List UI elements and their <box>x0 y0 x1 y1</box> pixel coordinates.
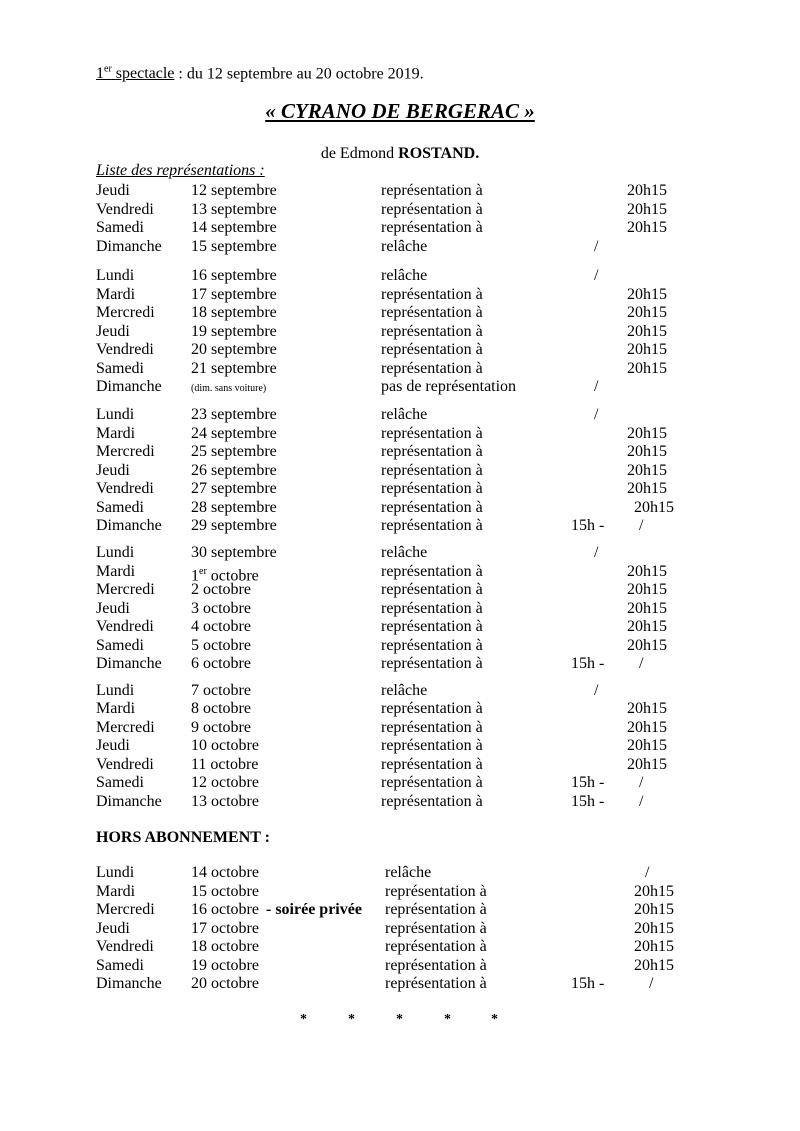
activity-cell: relâche <box>381 267 428 284</box>
day-cell: Dimanche <box>96 655 162 672</box>
day-cell: Dimanche <box>96 378 162 395</box>
evening-time: / <box>639 793 644 810</box>
day-cell: Mercredi <box>96 443 155 460</box>
table-row <box>0 974 800 993</box>
day-cell: Jeudi <box>96 600 130 617</box>
evening-time: 20h15 <box>627 425 667 442</box>
evening-time: 20h15 <box>627 182 667 199</box>
evening-time: 20h15 <box>627 360 667 377</box>
day-cell: Jeudi <box>96 462 130 479</box>
activity-cell: représentation à <box>381 774 483 791</box>
day-cell: Samedi <box>96 360 144 377</box>
evening-time: / <box>639 655 644 672</box>
evening-time: 20h15 <box>627 323 667 340</box>
date-cell: 19 septembre <box>191 323 277 340</box>
table-row <box>0 956 800 975</box>
activity-cell: représentation à <box>381 793 483 810</box>
star-mark: * <box>491 1012 498 1027</box>
day-cell: Dimanche <box>96 793 162 810</box>
author-prefix: de Edmond <box>320 145 399 162</box>
table-row <box>0 322 800 341</box>
activity-cell: représentation à <box>381 480 483 497</box>
note-cell: - soirée privée <box>266 901 362 918</box>
author-line <box>0 145 800 163</box>
table-row <box>0 285 800 304</box>
date-cell: 15 octobre <box>191 883 259 900</box>
activity-cell: pas de représentation <box>381 378 517 395</box>
day-cell: Jeudi <box>96 323 130 340</box>
star-mark: * <box>396 1012 403 1027</box>
date-cell: 12 septembre <box>191 182 277 199</box>
date-cell: 11 octobre <box>191 756 259 773</box>
activity-cell: représentation à <box>381 600 483 617</box>
table-row <box>0 654 800 673</box>
activity-cell: représentation à <box>381 756 483 773</box>
table-row <box>0 792 800 811</box>
evening-time: 20h15 <box>634 883 674 900</box>
table-row <box>0 937 800 956</box>
day-cell: Jeudi <box>96 737 130 754</box>
table-row <box>0 303 800 322</box>
day-cell: Mercredi <box>96 901 155 918</box>
activity-cell: représentation à <box>381 499 483 516</box>
activity-cell: représentation à <box>381 304 483 321</box>
day-cell: Vendredi <box>96 938 154 955</box>
table-row <box>0 200 800 219</box>
day-cell: Mercredi <box>96 304 155 321</box>
day-cell: Jeudi <box>96 182 130 199</box>
evening-time: 20h15 <box>634 957 674 974</box>
table-row <box>0 181 800 200</box>
day-cell: Mardi <box>96 286 136 303</box>
activity-cell: représentation à <box>385 901 487 918</box>
star-mark: * <box>348 1012 355 1027</box>
intro-dates: : du 12 septembre au 20 octobre 2019. <box>174 65 424 83</box>
separator-stars <box>0 1012 800 1032</box>
closed-mark: / <box>594 544 599 561</box>
activity-cell: représentation à <box>381 443 483 460</box>
activity-cell: représentation à <box>381 563 483 580</box>
evening-time: 20h15 <box>634 938 674 955</box>
date-cell: 2 octobre <box>191 581 251 598</box>
date-cell: 14 septembre <box>191 219 277 236</box>
table-row <box>0 636 800 655</box>
activity-cell: relâche <box>381 238 428 255</box>
activity-cell: représentation à <box>385 957 487 974</box>
date-cell: 14 octobre <box>191 864 259 881</box>
closed-mark: / <box>594 267 599 284</box>
day-cell: Lundi <box>96 406 135 423</box>
date-cell: 29 septembre <box>191 517 277 534</box>
closed-mark: / <box>594 378 599 395</box>
table-row <box>0 773 800 792</box>
date-cell: 10 octobre <box>191 737 259 754</box>
table-row <box>0 266 800 285</box>
matinee-time: 15h - <box>571 774 605 791</box>
table-row <box>0 442 800 461</box>
activity-cell: représentation à <box>381 182 483 199</box>
date-cell: 7 octobre <box>191 682 251 699</box>
activity-cell: représentation à <box>381 581 483 598</box>
activity-cell: relâche <box>381 682 428 699</box>
table-row <box>0 377 800 396</box>
table-row <box>0 919 800 938</box>
list-heading: Liste des représentations : <box>96 162 265 179</box>
table-row <box>0 479 800 498</box>
day-cell: Dimanche <box>96 517 162 534</box>
date-cell: 27 septembre <box>191 480 277 497</box>
evening-time: 20h15 <box>627 286 667 303</box>
activity-cell: représentation à <box>381 737 483 754</box>
date-cell: 25 septembre <box>191 443 277 460</box>
day-cell: Samedi <box>96 219 144 236</box>
day-cell: Vendredi <box>96 618 154 635</box>
date-cell: 18 septembre <box>191 304 277 321</box>
date-cell: 21 septembre <box>191 360 277 377</box>
activity-cell: relâche <box>385 864 432 881</box>
activity-cell: représentation à <box>381 286 483 303</box>
activity-cell: représentation à <box>381 517 483 534</box>
date-cell: 1er octobre <box>191 566 259 585</box>
evening-time: 20h15 <box>627 304 667 321</box>
day-cell: Jeudi <box>96 920 130 937</box>
table-row <box>0 900 800 919</box>
activity-cell: représentation à <box>381 462 483 479</box>
day-cell: Mercredi <box>96 581 155 598</box>
evening-time: / <box>649 975 654 992</box>
activity-cell: relâche <box>381 406 428 423</box>
closed-mark: / <box>594 406 599 423</box>
evening-time: 20h15 <box>627 341 667 358</box>
table-row <box>0 681 800 700</box>
evening-time: 20h15 <box>627 756 667 773</box>
day-cell: Lundi <box>96 544 135 561</box>
activity-cell: représentation à <box>385 975 487 992</box>
evening-time: 20h15 <box>634 499 674 516</box>
evening-time: 20h15 <box>627 737 667 754</box>
intro-label: 1er spectacle <box>96 64 175 83</box>
activity-cell: représentation à <box>381 719 483 736</box>
evening-time: 20h15 <box>627 443 667 460</box>
evening-time: 20h15 <box>634 920 674 937</box>
table-row <box>0 340 800 359</box>
evening-time: 20h15 <box>627 700 667 717</box>
table-row <box>0 718 800 737</box>
date-cell: 15 septembre <box>191 238 277 255</box>
activity-cell: représentation à <box>381 341 483 358</box>
activity-cell: représentation à <box>385 938 487 955</box>
day-cell: Mardi <box>96 563 136 580</box>
day-cell: Mardi <box>96 425 136 442</box>
closed-mark: / <box>645 864 650 881</box>
day-cell: Lundi <box>96 682 135 699</box>
evening-time: 20h15 <box>627 581 667 598</box>
evening-time: 20h15 <box>627 600 667 617</box>
table-row <box>0 516 800 535</box>
table-row <box>0 863 800 882</box>
table-row <box>0 461 800 480</box>
matinee-time: 15h - <box>571 517 605 534</box>
activity-cell: relâche <box>381 544 428 561</box>
date-cell: 5 octobre <box>191 637 251 654</box>
date-cell: 16 octobre <box>191 901 259 918</box>
activity-cell: représentation à <box>381 323 483 340</box>
day-cell: Samedi <box>96 499 144 516</box>
date-cell: 30 septembre <box>191 544 277 561</box>
table-row <box>0 498 800 517</box>
table-row <box>0 755 800 774</box>
closed-mark: / <box>594 682 599 699</box>
star-mark: * <box>300 1012 307 1027</box>
day-cell: Mercredi <box>96 719 155 736</box>
star-mark: * <box>444 1012 451 1027</box>
day-cell: Vendredi <box>96 480 154 497</box>
closed-mark: / <box>594 238 599 255</box>
activity-cell: représentation à <box>381 425 483 442</box>
date-cell: 18 octobre <box>191 938 259 955</box>
date-cell: 24 septembre <box>191 425 277 442</box>
day-cell: Mardi <box>96 883 136 900</box>
date-cell: 20 septembre <box>191 341 277 358</box>
table-row <box>0 218 800 237</box>
table-row <box>0 699 800 718</box>
evening-time: 20h15 <box>627 719 667 736</box>
table-row <box>0 580 800 599</box>
day-cell: Samedi <box>96 957 144 974</box>
evening-time: 20h15 <box>627 219 667 236</box>
evening-time: / <box>639 774 644 791</box>
date-cell: 13 septembre <box>191 201 277 218</box>
evening-time: 20h15 <box>627 480 667 497</box>
activity-cell: représentation à <box>381 655 483 672</box>
date-cell: 28 septembre <box>191 499 277 516</box>
evening-time: 20h15 <box>627 618 667 635</box>
date-cell: 26 septembre <box>191 462 277 479</box>
table-row <box>0 882 800 901</box>
day-cell: Dimanche <box>96 975 162 992</box>
date-cell: 6 octobre <box>191 655 251 672</box>
evening-time: / <box>639 517 644 534</box>
evening-time: 20h15 <box>627 563 667 580</box>
date-cell: 23 septembre <box>191 406 277 423</box>
matinee-time: 15h - <box>571 655 605 672</box>
day-cell: Vendredi <box>96 341 154 358</box>
date-cell: 3 octobre <box>191 600 251 617</box>
day-cell: Lundi <box>96 864 135 881</box>
activity-cell: représentation à <box>381 201 483 218</box>
date-cell: 17 octobre <box>191 920 259 937</box>
intro-line <box>96 64 424 83</box>
date-cell: 12 octobre <box>191 774 259 791</box>
date-cell: 9 octobre <box>191 719 251 736</box>
section-title: HORS ABONNEMENT : <box>96 829 270 846</box>
date-cell: 20 octobre <box>191 975 259 992</box>
day-cell: Samedi <box>96 637 144 654</box>
activity-cell: représentation à <box>381 637 483 654</box>
table-row <box>0 617 800 636</box>
activity-cell: représentation à <box>381 700 483 717</box>
activity-cell: représentation à <box>381 618 483 635</box>
date-cell: 19 octobre <box>191 957 259 974</box>
table-row <box>0 405 800 424</box>
activity-cell: représentation à <box>381 360 483 377</box>
date-cell: 4 octobre <box>191 618 251 635</box>
day-cell: Vendredi <box>96 756 154 773</box>
author-name: ROSTAND. <box>398 145 480 162</box>
date-cell: 13 octobre <box>191 793 259 810</box>
table-row <box>0 237 800 256</box>
activity-cell: représentation à <box>385 883 487 900</box>
day-cell: Lundi <box>96 267 135 284</box>
date-cell: 17 septembre <box>191 286 277 303</box>
day-cell: Mardi <box>96 700 136 717</box>
day-cell: Dimanche <box>96 238 162 255</box>
table-row <box>0 599 800 618</box>
date-cell: 16 septembre <box>191 267 277 284</box>
day-cell: Samedi <box>96 774 144 791</box>
matinee-time: 15h - <box>571 793 605 810</box>
evening-time: 20h15 <box>627 201 667 218</box>
table-row <box>0 562 800 585</box>
activity-cell: représentation à <box>385 920 487 937</box>
date-cell: (dim. sans voiture) <box>191 383 267 394</box>
table-row <box>0 736 800 755</box>
evening-time: 20h15 <box>627 462 667 479</box>
table-row <box>0 359 800 378</box>
day-cell: Vendredi <box>96 201 154 218</box>
table-row <box>0 543 800 562</box>
date-cell: 8 octobre <box>191 700 251 717</box>
evening-time: 20h15 <box>627 637 667 654</box>
activity-cell: représentation à <box>381 219 483 236</box>
table-row <box>0 424 800 443</box>
evening-time: 20h15 <box>634 901 674 918</box>
matinee-time: 15h - <box>571 975 605 992</box>
page-title: « CYRANO DE BERGERAC » <box>265 99 535 123</box>
